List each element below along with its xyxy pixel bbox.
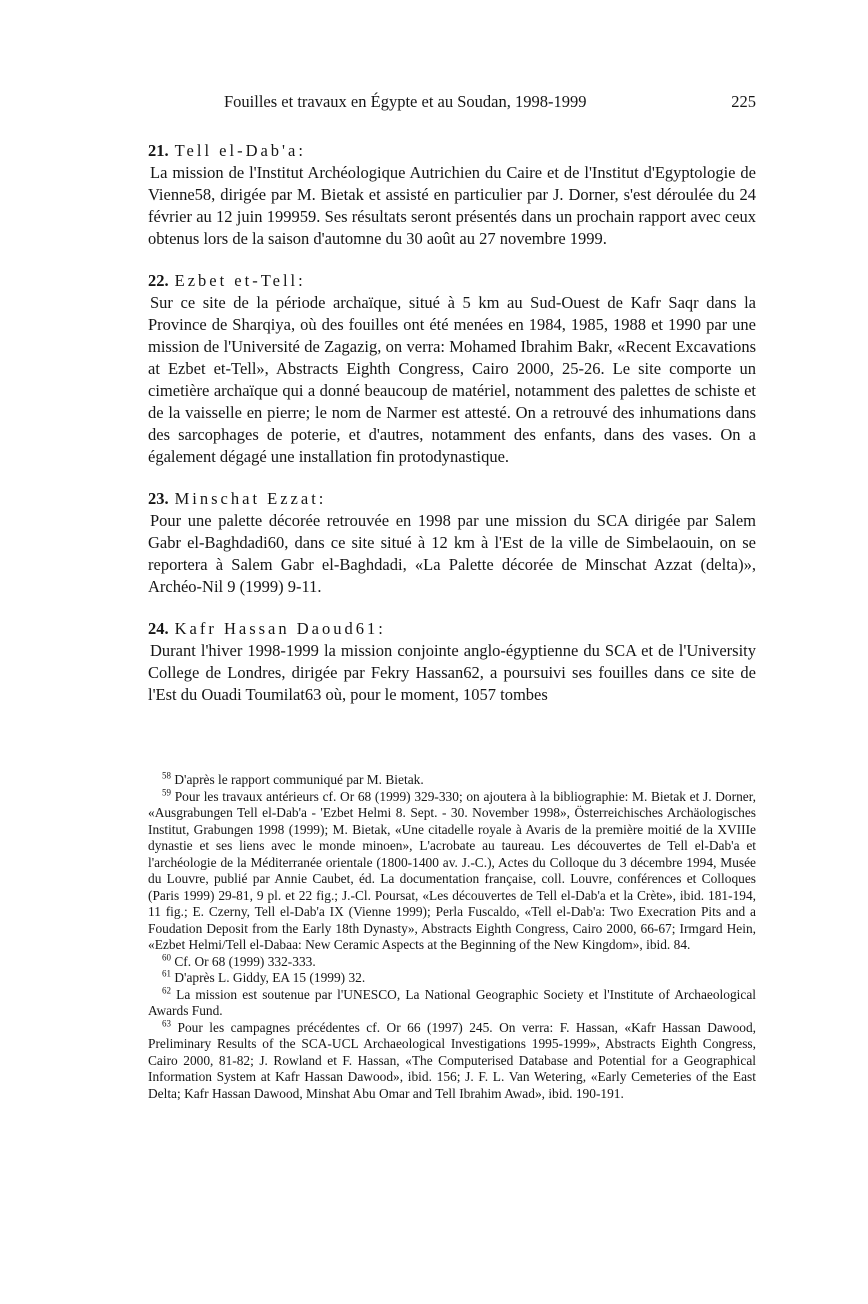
section-minschat-ezzat bbox=[148, 488, 756, 598]
page-number: 225 bbox=[731, 92, 756, 111]
site-name: Tell el-Dab'a: bbox=[174, 141, 306, 160]
footnote-number: 58 bbox=[162, 770, 171, 781]
site-name: Ezbet et-Tell: bbox=[174, 271, 306, 290]
section-number: 21. bbox=[148, 141, 169, 160]
section-tell-el-daba bbox=[148, 140, 756, 250]
section-ezbet-et-tell bbox=[148, 270, 756, 468]
footnote-text: Cf. Or 68 (1999) 332-333. bbox=[174, 953, 316, 969]
footnote-number: 62 bbox=[162, 985, 171, 996]
footnote-text: La mission est soutenue par l'UNESCO, La National Geographic Society et l'Institute of Archaeological Awards Fund. bbox=[148, 986, 756, 1018]
section-kafr-hassan-daoud bbox=[148, 618, 756, 706]
footnote-number: 59 bbox=[162, 787, 171, 798]
section-heading bbox=[148, 140, 756, 162]
footnote bbox=[148, 1020, 756, 1103]
main-text bbox=[148, 140, 756, 726]
footnote bbox=[148, 954, 756, 971]
section-number: 22. bbox=[148, 271, 169, 290]
running-head-title: Fouilles et travaux en Égypte et au Soudan, 1998-1999 bbox=[224, 92, 587, 111]
site-name: Minschat Ezzat: bbox=[174, 489, 327, 508]
section-heading bbox=[148, 488, 756, 510]
footnote bbox=[148, 772, 756, 789]
section-paragraph: Pour une palette décorée retrouvée en 1998 par une mission du SCA dirigée par Salem Gabr el-Baghdadi60, dans ce site situé à 12 km à l'Est de la ville de Simbelaouin, on se reportera à Salem Gabr el-Baghdadi, «La Palette décorée de Minschat Azzat (delta)», Archéo-Nil 9 (1999) 9-11. bbox=[148, 511, 756, 596]
running-head bbox=[150, 92, 756, 114]
section-paragraph: Sur ce site de la période archaïque, situé à 5 km au Sud-Ouest de Kafr Saqr dans la Province de Sharqiya, où des fouilles ont été menées en 1984, 1985, 1988 et 1990 par une mission de l'Université de Zagazig, on verra: Mohamed Ibrahim Bakr, «Recent Excavations at Ezbet et-Tell», Abstracts Eighth Congress, Cairo 2000, 25-26. Le site comporte un cimetière archaïque qui a donné beaucoup de matériel, notamment des palettes de schiste et de la vaisselle en pierre; le nom de Narmer est attesté. On a retrouvé des inhumations dans des sarcophages de poterie, et d'autres, notamment des enfants, dans des vases. On a également dégagé une installation fin protodynastique. bbox=[148, 293, 756, 466]
footnotes bbox=[148, 772, 756, 1102]
footnote-text: Pour les campagnes précédentes cf. Or 66 (1997) 245. On verra: F. Hassan, «Kafr Hassan Dawood, Preliminary Results of the SCA-UCL Archaeological Investigations 1995-1999», Abstracts Eighth Congress, Cairo 2000, 81-82; J. Rowland et F. Hassan, «The Computerised Database and Potential for a Geographical Information System at Kafr Hassan Dawood», ibid. 156; J. F. L. Van Wetering, «Early Cemeteries of the East Delta; Kafr Hassan Dawood, Minshat Abu Omar and Tell Ibrahim Awad», ibid. 190-191. bbox=[148, 1019, 757, 1101]
footnote-text: D'après le rapport communiqué par M. Bietak. bbox=[174, 772, 424, 787]
footnote bbox=[148, 987, 756, 1020]
footnote bbox=[148, 789, 756, 954]
section-paragraph: Durant l'hiver 1998-1999 la mission conjointe anglo-égyptienne du SCA et de l'University College de Londres, dirigée par Fekry Hassan62, a poursuivi ses fouilles dans ce site de l'Est du Ouadi Toumilat63 où, pour le moment, 1057 tombes bbox=[148, 641, 756, 704]
footnote-text: D'après L. Giddy, EA 15 (1999) 32. bbox=[174, 970, 366, 985]
footnote-text: Pour les travaux antérieurs cf. Or 68 (1999) 329-330; on ajoutera à la bibliographie: M. Bietak et J. Dorner, «Ausgrabungen Tell el-Dab'a - 'Ezbet Helmi 8. Sept. - 30. November 1998», Österreichisches Archäologisches Institut, Grabungen 1998 (1999); M. Bietak, «Une citadelle royale à Avaris de la première moitié de la XVIIIe dynastie et ses liens avec le monde minoen», L'acrobate au taureau. Les découvertes de Tell el-Dab'a et l'archéologie de la Méditerranée orientale (1800-1400 av. J.-C.), Actes du Colloque du 3 décembre 1994, Musée du Louvre, publié par Annie Caubet, éd. La documentation française, coll. Louvre, conférences et Colloques (Paris 1999) 29-81, 9 pl. et 22 fig.; J.-Cl. Poursat, «Les découvertes de Tell el-Dab'a et la Crète», ibid. 181-194, 11 fig.; E. Czerny, Tell el-Dab'a IX (Vienne 1999); Perla Fuscaldo, «Tell el-Dab'a: Two Execration Pits and a Foudation Deposit from the Early 18th Dynasty», Abstracts Eighth Congress, Cairo 2000, 66-67; Irmgard Hein, «Ezbet Helmi/Tell el-Dabaa: New Ceramic Aspects at the Beginning of the New Kingdom», ibid. 84. bbox=[148, 788, 756, 952]
section-heading bbox=[148, 270, 756, 292]
site-name: Kafr Hassan Daoud61: bbox=[174, 619, 386, 638]
footnote-number: 60 bbox=[162, 952, 171, 963]
footnote-number: 61 bbox=[162, 968, 171, 979]
section-paragraph: La mission de l'Institut Archéologique Autrichien du Caire et de l'Institut d'Egyptologie de Vienne58, dirigée par M. Bietak et assisté en particulier par J. Dorner, s'est déroulée du 24 février au 12 juin 199959. Ses résultats seront présentés dans un prochain rapport avec ceux obtenus lors de la saison d'automne du 30 août au 27 novembre 1999. bbox=[148, 163, 756, 248]
footnote-number: 63 bbox=[162, 1018, 171, 1029]
footnote bbox=[148, 970, 756, 987]
section-number: 23. bbox=[148, 489, 169, 508]
section-heading bbox=[148, 618, 756, 640]
section-number: 24. bbox=[148, 619, 169, 638]
